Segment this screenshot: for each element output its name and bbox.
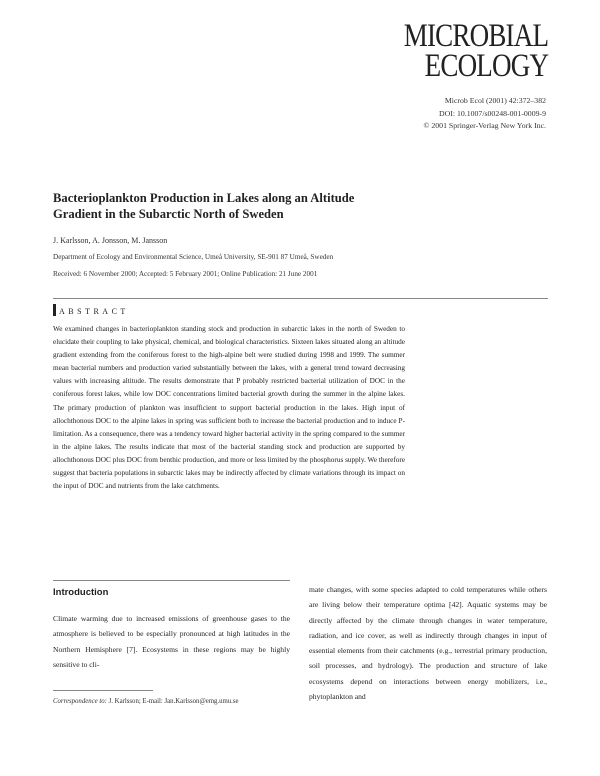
abstract-divider [53, 298, 548, 299]
correspondence-label: Correspondence to: [53, 698, 107, 705]
correspondence-footnote [53, 698, 239, 705]
journal-logo-line2: ECOLOGY [424, 47, 548, 84]
introduction-heading: Introduction [53, 587, 109, 598]
article-title: Bacterioplankton Production in Lakes along an Altitude Gradient in the Subarctic North of Sweden [53, 191, 355, 221]
publication-dates: Received: 6 November 2000; Accepted: 5 February 2001; Online Publication: 21 June 2001 [53, 270, 318, 278]
abstract-heading-bar [53, 304, 56, 316]
copyright: © 2001 Springer-Verlag New York Inc. [423, 121, 546, 130]
journal-logo [403, 18, 548, 84]
journal-reference: Microb Ecol (2001) 42:372–382 [444, 96, 546, 105]
journal-logo-line1: MICROBIAL [403, 18, 548, 54]
affiliation: Department of Ecology and Environmental Science, Umeå University, SE-901 87 Umeå, Sweden [53, 253, 334, 261]
correspondence-text: J. Karlsson; E-mail: Jan.Karlsson@emg.umu.se [106, 698, 239, 705]
abstract-text: We examined changes in bacterioplankton standing stock and production in subarctic lakes in the north of Sweden to elucidate their coupling to lake physical, chemical, and biological characteristics. Sixteen lakes situated along an altitude gradient extending from the coniferous forest to the high-alpine belt were studied during 1998 and 1999. The summer mean bacterial numbers and production varied substantially between the lakes, with a general trend toward decreasing values with increasing altitude. The results demonstrate that P probably restricted bacterial utilization of DOC in the coniferous forest lakes, while low DOC concentrations limited bacterial growth during the summer in the alpine lakes. The primary production of plankton was insufficient to support bacterial production in the lakes. High input of allochthonous DOC to the alpine lakes in spring was sufficient both to increase the bacterial production and to induce P-limitation. As a consequence, there was a tendency toward higher bacterial activity in the spring compared to the summer in the alpine lakes. The results indicate that most of the bacterial standing stock and production are supported by allochthonous DOC plus DOC from benthic production, and more or less limited by the phosphorus supply. We therefore suggest that bacteria populations in subarctic lakes may be indirectly affected by climate variations through its impact on the input of DOC and nutrients from the lake catchments. [53, 325, 405, 491]
introduction-text-left: Climate warming due to increased emissions of greenhouse gases to the atmosphere is believed to be especially pronounced at high latitudes in the Northern Hemisphere [7]. Ecosystems in these regions may be highly sensitive to cli- [53, 614, 290, 669]
introduction-divider [53, 580, 290, 581]
footnote-divider [53, 690, 153, 691]
introduction-text-right: mate changes, with some species adapted to cold temperatures while others are living below their temperature optima [42]. Aquatic systems may be directly affected by the climate through changes in water temperature, radiation, and ice cover, as well as indirectly through changes in input of essential elements from their catchments (e.g., terrestrial primary production, soil processes, and hydrology). The production and structure of lake ecosystems depend on interactions between energy mobilizers, i.e., phytoplankton and [309, 585, 547, 702]
abstract-heading-label: ABSTRACT [59, 307, 129, 316]
authors: J. Karlsson, A. Jonsson, M. Jansson [53, 236, 168, 245]
abstract-heading [53, 304, 129, 316]
citation-block [424, 95, 546, 133]
doi[interactable]: DOI: 10.1007/s00248-001-0009-9 [439, 108, 546, 118]
